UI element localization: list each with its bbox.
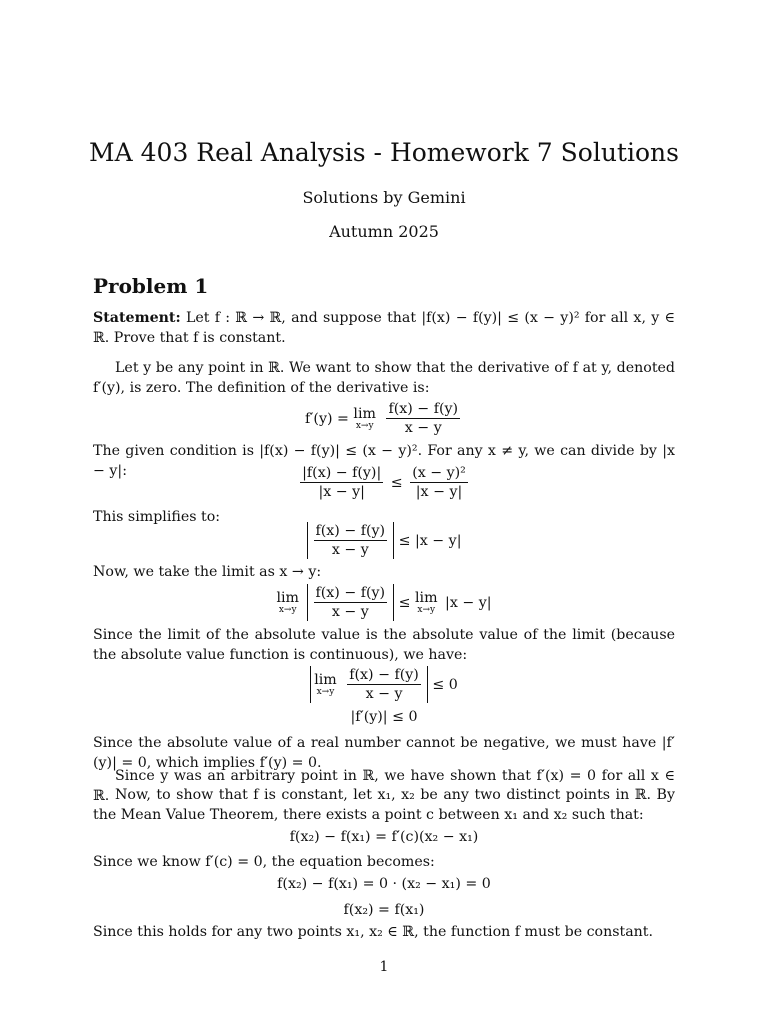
absolute-value-bars [310, 666, 428, 703]
eq5-fraction [347, 666, 421, 703]
absolute-value-bars [307, 522, 395, 559]
fraction-numerator: f(x) − f(y) [349, 667, 419, 683]
eq3-fraction [314, 522, 388, 559]
paragraph-nonnegative: Since the absolute value of a real number cannot be negative, we must have |f′(y)| = 0, which implies f′(y) = 0. [93, 735, 675, 771]
page-number: 1 [379, 959, 389, 975]
equation-simplified [0, 522, 768, 559]
section-heading: Problem 1 [93, 274, 209, 298]
eq5-limit [314, 673, 337, 697]
eq4-right-limit [415, 591, 438, 615]
eq1-limit [353, 407, 376, 431]
fraction-numerator: f(x) − f(y) [315, 585, 386, 601]
eq1-fraction [386, 400, 460, 437]
lim-subscript: x→y [417, 604, 436, 615]
fraction-denominator: x − y [331, 604, 369, 620]
fraction-numerator: f(x) − f(y) [388, 401, 459, 417]
equation-mvt: f(x₂) − f(x₁) = f′(c)(x₂ − x₁) [289, 829, 479, 845]
fraction-numerator: |f(x) − f(y)| [302, 465, 382, 481]
lim-word: lim [353, 405, 376, 422]
paragraph-simplifies: This simplifies to: [93, 509, 221, 525]
paragraph-take-limit: Now, we take the limit as x → y: [93, 564, 322, 580]
paragraph-given-condition: The given condition is |f(x) − f(y)| ≤ (x − y)². For any x ≠ y, we can divide by |x − y|: [93, 443, 675, 479]
paragraph-mvt: Now, to show that f is constant, let x₁, x₂ be any two distinct points in ℝ. By the Mean Value Theorem, there exists a point c between x₁ and x₂ such that: [93, 787, 675, 823]
fraction-denominator: |x − y| [415, 484, 463, 500]
equation-divided-inequality [0, 464, 768, 501]
paragraph-derivative-intro: Let y be any point in ℝ. We want to show that the derivative of f at y, denoted f′(y), is zero. The definition of the derivative is: [93, 360, 675, 396]
eq4-rhs: |x − y| [445, 594, 492, 611]
paragraph-continuity: Since the limit of the absolute value is the absolute value of the limit (because the absolute value function is continuous), we have: [93, 627, 675, 663]
equation-limit-both-sides [0, 584, 768, 621]
paragraph-arbitrary-point: Since y was an arbitrary point in ℝ, we have shown that f′(x) = 0 for all x ∈ ℝ. [93, 768, 675, 804]
lim-subscript: x→y [355, 420, 374, 431]
statement-label: Statement: [93, 310, 181, 326]
statement-text: Let f : ℝ → ℝ, and suppose that |f(x) − f(y)| ≤ (x − y)² for all x, y ∈ ℝ. Prove that f is constant. [93, 310, 675, 346]
fraction-denominator: |x − y| [318, 484, 365, 500]
leq-symbol: ≤ [390, 474, 403, 491]
problem-statement [93, 308, 675, 348]
eq2-left-fraction [300, 464, 383, 501]
fraction-denominator: x − y [365, 686, 403, 702]
equation-fprime-abs: |f′(y)| ≤ 0 [350, 709, 418, 725]
fraction-numerator: f(x) − f(y) [315, 523, 386, 539]
equation-abs-limit [0, 666, 768, 703]
equation-derivative-definition [0, 400, 768, 437]
lim-word: lim [276, 589, 299, 606]
equation-values-equal: f(x₂) = f(x₁) [343, 902, 425, 918]
eq2-right-fraction [410, 464, 468, 501]
fraction-numerator: (x − y)² [412, 465, 466, 481]
eq4-fraction [314, 584, 388, 621]
eq5-rhs: ≤ 0 [432, 676, 458, 693]
paragraph-conclusion: Since this holds for any two points x₁, x₂ ∈ ℝ, the function f must be constant. [93, 924, 654, 940]
equation-difference-zero: f(x₂) − f(x₁) = 0 · (x₂ − x₁) = 0 [277, 876, 491, 892]
absolute-value-bars [307, 584, 395, 621]
paragraph-since-zero: Since we know f′(c) = 0, the equation becomes: [93, 854, 435, 870]
author-line: Solutions by Gemini [302, 188, 466, 207]
lim-word: lim [314, 671, 337, 688]
leq-symbol: ≤ [398, 594, 411, 611]
document-title: MA 403 Real Analysis - Homework 7 Solutions [89, 138, 679, 167]
lim-subscript: x→y [316, 686, 335, 697]
lim-subscript: x→y [278, 604, 297, 615]
eq4-left-limit [276, 591, 299, 615]
fraction-denominator: x − y [331, 542, 369, 558]
date-line: Autumn 2025 [329, 222, 439, 241]
fraction-denominator: x − y [404, 420, 442, 436]
lim-word: lim [415, 589, 438, 606]
eq3-rhs: ≤ |x − y| [398, 532, 462, 549]
eq1-lhs: f′(y) = [304, 410, 349, 427]
